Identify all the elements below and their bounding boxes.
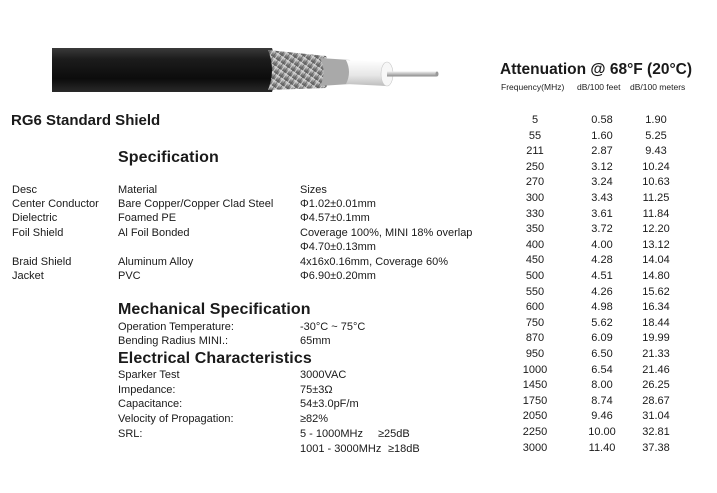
attenuation-db-feet-cell: 4.00 xyxy=(591,239,613,251)
specification-heading: Specification xyxy=(118,149,219,166)
attenuation-frequency-cell: 55 xyxy=(528,130,542,142)
attenuation-frequency-cell: 300 xyxy=(525,192,545,204)
electrical-label: Sparker Test xyxy=(118,369,180,381)
attenuation-frequency-cell: 550 xyxy=(525,286,545,298)
spec-desc-cell: Center Conductor xyxy=(12,198,99,210)
spec-material-cell: Al Foil Bonded xyxy=(118,227,190,239)
attenuation-db-feet-cell: 6.09 xyxy=(591,332,613,344)
attenuation-db-feet-cell: 1.60 xyxy=(591,130,613,142)
electrical-label: Impedance: xyxy=(118,384,176,396)
attenuation-db-meters-cell: 19.99 xyxy=(642,332,670,344)
electrical-label: Velocity of Propagation: xyxy=(118,413,234,425)
spec-desc-cell: Dielectric xyxy=(12,212,58,224)
attenuation-frequency-cell: 950 xyxy=(525,348,545,360)
electrical-value: 54±3.0pF/m xyxy=(300,398,359,410)
spec-header-sizes: Sizes xyxy=(300,184,327,196)
mechanical-heading: Mechanical Specification xyxy=(118,301,311,318)
product-title: RG6 Standard Shield xyxy=(11,112,161,129)
attenuation-db-meters-cell: 31.04 xyxy=(642,410,670,422)
mechanical-label: Operation Temperature: xyxy=(118,321,234,333)
attenuation-db-meters-cell: 12.20 xyxy=(642,223,670,235)
coaxial-cable-image xyxy=(50,40,450,110)
attenuation-frequency-cell: 400 xyxy=(525,239,545,251)
attenuation-db-feet-cell: 10.00 xyxy=(588,426,616,438)
attenuation-db-meters-cell: 13.12 xyxy=(642,239,670,251)
electrical-value: 5 - 1000MHz xyxy=(300,428,363,440)
attenuation-db-feet-cell: 6.54 xyxy=(591,364,613,376)
attenuation-db-feet-cell: 3.72 xyxy=(591,223,613,235)
spec-size-cell: Coverage 100%, MINI 18% overlap xyxy=(300,227,473,239)
attenuation-db-meters-cell: 11.84 xyxy=(642,208,670,220)
attenuation-frequency-cell: 211 xyxy=(526,145,544,157)
spec-material-cell: Foamed PE xyxy=(118,212,177,224)
attenuation-frequency-cell: 2050 xyxy=(522,410,548,422)
attenuation-frequency-cell: 600 xyxy=(525,301,545,313)
attenuation-title: Attenuation @ 68°F (20°C) xyxy=(500,61,692,78)
electrical-label: SRL: xyxy=(118,428,143,440)
spec-size-cell: Φ4.57±0.1mm xyxy=(300,212,370,224)
attenuation-db-meters-cell: 18.44 xyxy=(642,317,670,329)
attenuation-frequency-cell: 330 xyxy=(525,208,545,220)
attenuation-db-feet-cell: 3.12 xyxy=(591,161,613,173)
spec-size-cell: Φ1.02±0.01mm xyxy=(300,198,376,210)
attenuation-frequency-cell: 2250 xyxy=(522,426,548,438)
attenuation-frequency-cell: 750 xyxy=(525,317,545,329)
attenuation-db-feet-cell: 8.00 xyxy=(591,379,613,391)
spec-size-cell: Φ6.90±0.20mm xyxy=(300,270,376,282)
spec-desc-cell: Foil Shield xyxy=(12,227,64,239)
attenuation-frequency-cell: 500 xyxy=(525,270,545,282)
attenuation-db-meters-cell: 14.04 xyxy=(642,254,670,266)
attenuation-frequency-cell: 270 xyxy=(525,176,545,188)
attenuation-db-feet-cell: 3.61 xyxy=(591,208,613,220)
attenuation-db-feet-cell: 3.43 xyxy=(591,192,613,204)
attenuation-db-feet-cell: 4.28 xyxy=(591,254,613,266)
attenuation-frequency-cell: 1450 xyxy=(522,379,548,391)
spec-material-cell: PVC xyxy=(118,270,141,282)
attenuation-frequency-cell: 1000 xyxy=(522,364,548,376)
spec-header-desc: Desc xyxy=(12,184,38,196)
electrical-value: 75±3Ω xyxy=(300,384,333,396)
electrical-threshold: ≥18dB xyxy=(388,443,420,455)
spec-size-cell: 4x16x0.16mm, Coverage 60% xyxy=(300,256,448,268)
attenuation-db-meters-cell: 26.25 xyxy=(642,379,670,391)
attenuation-db-meters-cell: 21.33 xyxy=(642,348,670,360)
attenuation-col-db-meters: dB/100 meters xyxy=(630,82,686,92)
attenuation-db-meters-cell: 1.90 xyxy=(645,114,667,126)
attenuation-db-feet-cell: 11.40 xyxy=(588,442,616,454)
electrical-label: Capacitance: xyxy=(118,398,183,410)
attenuation-db-meters-cell: 14.80 xyxy=(642,270,670,282)
attenuation-frequency-cell: 5 xyxy=(531,114,539,126)
attenuation-frequency-cell: 250 xyxy=(525,161,545,173)
attenuation-db-feet-cell: 8.74 xyxy=(591,395,613,407)
mechanical-value: -30°C ~ 75°C xyxy=(300,321,366,333)
attenuation-db-feet-cell: 4.51 xyxy=(591,270,613,282)
attenuation-frequency-cell: 3000 xyxy=(522,442,548,454)
attenuation-db-feet-cell: 9.46 xyxy=(591,410,613,422)
attenuation-frequency-cell: 350 xyxy=(525,223,545,235)
attenuation-db-meters-cell: 15.62 xyxy=(642,286,670,298)
attenuation-col-frequency: Frequency(MHz) xyxy=(501,82,565,92)
attenuation-db-feet-cell: 2.87 xyxy=(591,145,613,157)
spec-material-cell: Aluminum Alloy xyxy=(118,256,194,268)
attenuation-db-meters-cell: 28.67 xyxy=(642,395,670,407)
attenuation-db-meters-cell: 10.63 xyxy=(642,176,670,188)
attenuation-db-feet-cell: 4.98 xyxy=(591,301,613,313)
attenuation-db-meters-cell: 9.43 xyxy=(645,145,667,157)
spec-desc-cell: Braid Shield xyxy=(12,256,72,268)
electrical-threshold: ≥25dB xyxy=(378,428,410,440)
attenuation-db-feet-cell: 5.62 xyxy=(591,317,613,329)
attenuation-db-meters-cell: 5.25 xyxy=(645,130,667,142)
attenuation-db-meters-cell: 11.25 xyxy=(642,192,670,204)
electrical-heading: Electrical Characteristics xyxy=(118,350,312,367)
spec-size-cell: Φ4.70±0.13mm xyxy=(300,241,376,253)
attenuation-frequency-cell: 870 xyxy=(525,332,545,344)
attenuation-db-feet-cell: 6.50 xyxy=(591,348,613,360)
electrical-value: 3000VAC xyxy=(300,369,347,381)
attenuation-db-meters-cell: 32.81 xyxy=(642,426,670,438)
spec-material-cell: Bare Copper/Copper Clad Steel xyxy=(118,198,274,210)
spec-header-material: Material xyxy=(118,184,158,196)
attenuation-db-meters-cell: 37.38 xyxy=(642,442,670,454)
spec-desc-cell: Jacket xyxy=(12,270,44,282)
attenuation-frequency-cell: 1750 xyxy=(522,395,548,407)
attenuation-db-feet-cell: 4.26 xyxy=(591,286,613,298)
attenuation-db-meters-cell: 10.24 xyxy=(642,161,670,173)
attenuation-db-feet-cell: 3.24 xyxy=(591,176,613,188)
attenuation-frequency-cell: 450 xyxy=(525,254,545,266)
attenuation-db-meters-cell: 16.34 xyxy=(642,301,670,313)
electrical-value: 1001 - 3000MHz xyxy=(300,443,382,455)
attenuation-col-db-feet: dB/100 feet xyxy=(577,82,621,92)
mechanical-label: Bending Radius MINI.: xyxy=(118,335,229,347)
mechanical-value: 65mm xyxy=(300,335,331,347)
attenuation-db-feet-cell: 0.58 xyxy=(591,114,613,126)
attenuation-db-meters-cell: 21.46 xyxy=(642,364,670,376)
electrical-value: ≥82% xyxy=(300,413,329,425)
